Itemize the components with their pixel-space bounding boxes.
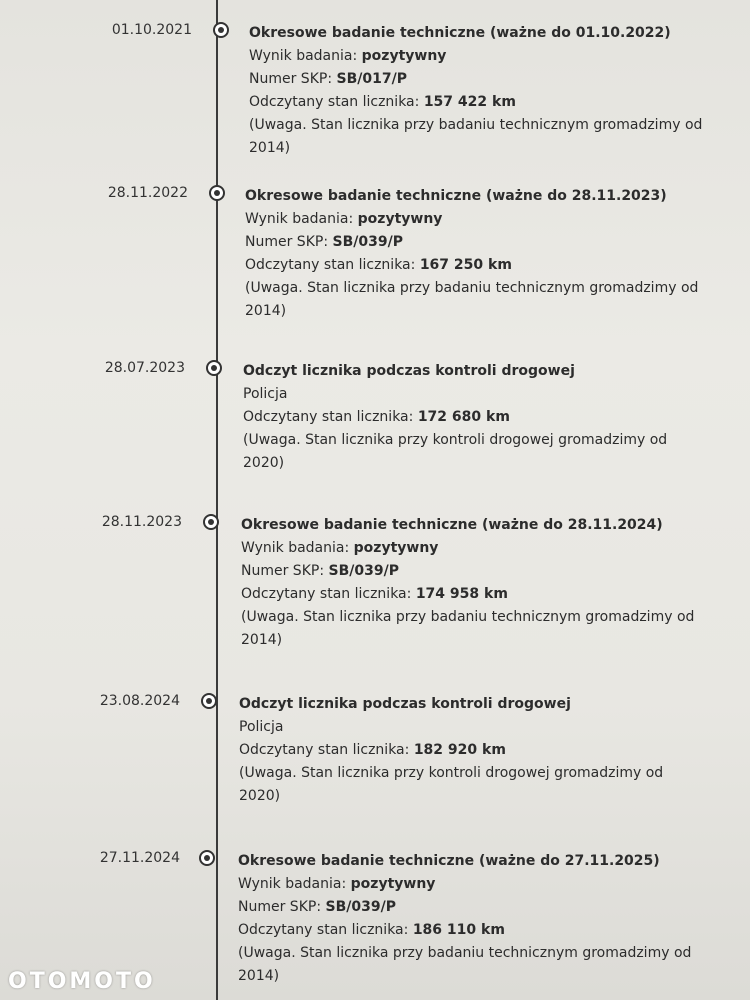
entry-note: (Uwaga. Stan licznika przy kontroli drogowej gromadzimy od 2020) xyxy=(239,765,664,804)
odometer-line xyxy=(239,739,699,762)
odometer-value: 186 110 km xyxy=(412,922,505,938)
entry-body xyxy=(249,22,709,160)
entry-date: 27.11.2024 xyxy=(99,850,180,866)
result-value: pozytywny xyxy=(357,211,443,227)
entry-body xyxy=(243,360,703,475)
watermark-logo: OTOMOTO xyxy=(8,969,156,994)
odometer-label: Odczytany stan licznika: xyxy=(243,409,414,425)
skp-label: Numer SKP: xyxy=(241,563,325,579)
entry-note: (Uwaga. Stan licznika przy badaniu technicznym gromadzimy od 2014) xyxy=(249,117,703,156)
entry-date: 28.07.2023 xyxy=(104,360,185,376)
timeline-dot-icon xyxy=(199,850,215,866)
result-label: Wynik badania: xyxy=(245,211,354,227)
odometer-line xyxy=(238,919,698,942)
result-line xyxy=(249,45,709,68)
result-label: Wynik badania: xyxy=(238,876,347,892)
entry-body xyxy=(239,693,699,808)
skp-line xyxy=(249,68,709,91)
odometer-value: 157 422 km xyxy=(423,94,516,110)
skp-value: SB/017/P xyxy=(336,71,407,87)
odometer-label: Odczytany stan licznika: xyxy=(238,922,409,938)
skp-line xyxy=(238,896,698,919)
timeline-dot-icon xyxy=(203,514,219,530)
entry-date: 01.10.2021 xyxy=(111,22,192,38)
odometer-label: Odczytany stan licznika: xyxy=(249,94,420,110)
timeline-dot-icon xyxy=(201,693,217,709)
result-line xyxy=(241,537,701,560)
entry-body xyxy=(245,185,705,323)
odometer-value: 172 680 km xyxy=(417,409,510,425)
odometer-line xyxy=(241,583,701,606)
entry-title: Okresowe badanie techniczne (ważne do 01.10.2022) xyxy=(249,25,671,41)
entry-title: Okresowe badanie techniczne (ważne do 27.11.2025) xyxy=(238,853,660,869)
entry-title: Okresowe badanie techniczne (ważne do 28.11.2023) xyxy=(245,188,667,204)
result-line xyxy=(245,208,705,231)
entry-body xyxy=(241,514,701,652)
skp-value: SB/039/P xyxy=(332,234,403,250)
result-value: pozytywny xyxy=(353,540,439,556)
odometer-label: Odczytany stan licznika: xyxy=(239,742,410,758)
odometer-value: 182 920 km xyxy=(413,742,506,758)
entry-note: (Uwaga. Stan licznika przy badaniu technicznym gromadzimy od 2014) xyxy=(245,280,699,319)
result-label: Wynik badania: xyxy=(241,540,350,556)
skp-label: Numer SKP: xyxy=(245,234,329,250)
odometer-label: Odczytany stan licznika: xyxy=(245,257,416,273)
entry-note: (Uwaga. Stan licznika przy badaniu technicznym gromadzimy od 2014) xyxy=(241,609,695,648)
result-value: pozytywny xyxy=(350,876,436,892)
odometer-value: 174 958 km xyxy=(415,586,508,602)
entry-title: Okresowe badanie techniczne (ważne do 28.11.2024) xyxy=(241,517,663,533)
entry-note: (Uwaga. Stan licznika przy badaniu technicznym gromadzimy od 2014) xyxy=(238,945,692,984)
skp-line xyxy=(241,560,701,583)
timeline-dot-icon xyxy=(213,22,229,38)
entry-note: (Uwaga. Stan licznika przy kontroli drogowej gromadzimy od 2020) xyxy=(243,432,668,471)
entry-date: 28.11.2022 xyxy=(107,185,188,201)
skp-value: SB/039/P xyxy=(325,899,396,915)
timeline-dot-icon xyxy=(206,360,222,376)
odometer-value: 167 250 km xyxy=(419,257,512,273)
source-line: Policja xyxy=(243,386,288,402)
odometer-label: Odczytany stan licznika: xyxy=(241,586,412,602)
timeline-line xyxy=(216,0,218,1000)
result-line xyxy=(238,873,698,896)
result-label: Wynik badania: xyxy=(249,48,358,64)
skp-label: Numer SKP: xyxy=(249,71,333,87)
timeline-dot-icon xyxy=(209,185,225,201)
entry-title: Odczyt licznika podczas kontroli drogowej xyxy=(239,696,571,712)
odometer-line xyxy=(245,254,705,277)
odometer-line xyxy=(243,406,703,429)
result-value: pozytywny xyxy=(361,48,447,64)
skp-value: SB/039/P xyxy=(328,563,399,579)
skp-line xyxy=(245,231,705,254)
entry-body xyxy=(238,850,698,988)
odometer-line xyxy=(249,91,709,114)
entry-date: 23.08.2024 xyxy=(99,693,180,709)
entry-title: Odczyt licznika podczas kontroli drogowej xyxy=(243,363,575,379)
skp-label: Numer SKP: xyxy=(238,899,322,915)
entry-date: 28.11.2023 xyxy=(101,514,182,530)
source-line: Policja xyxy=(239,719,284,735)
